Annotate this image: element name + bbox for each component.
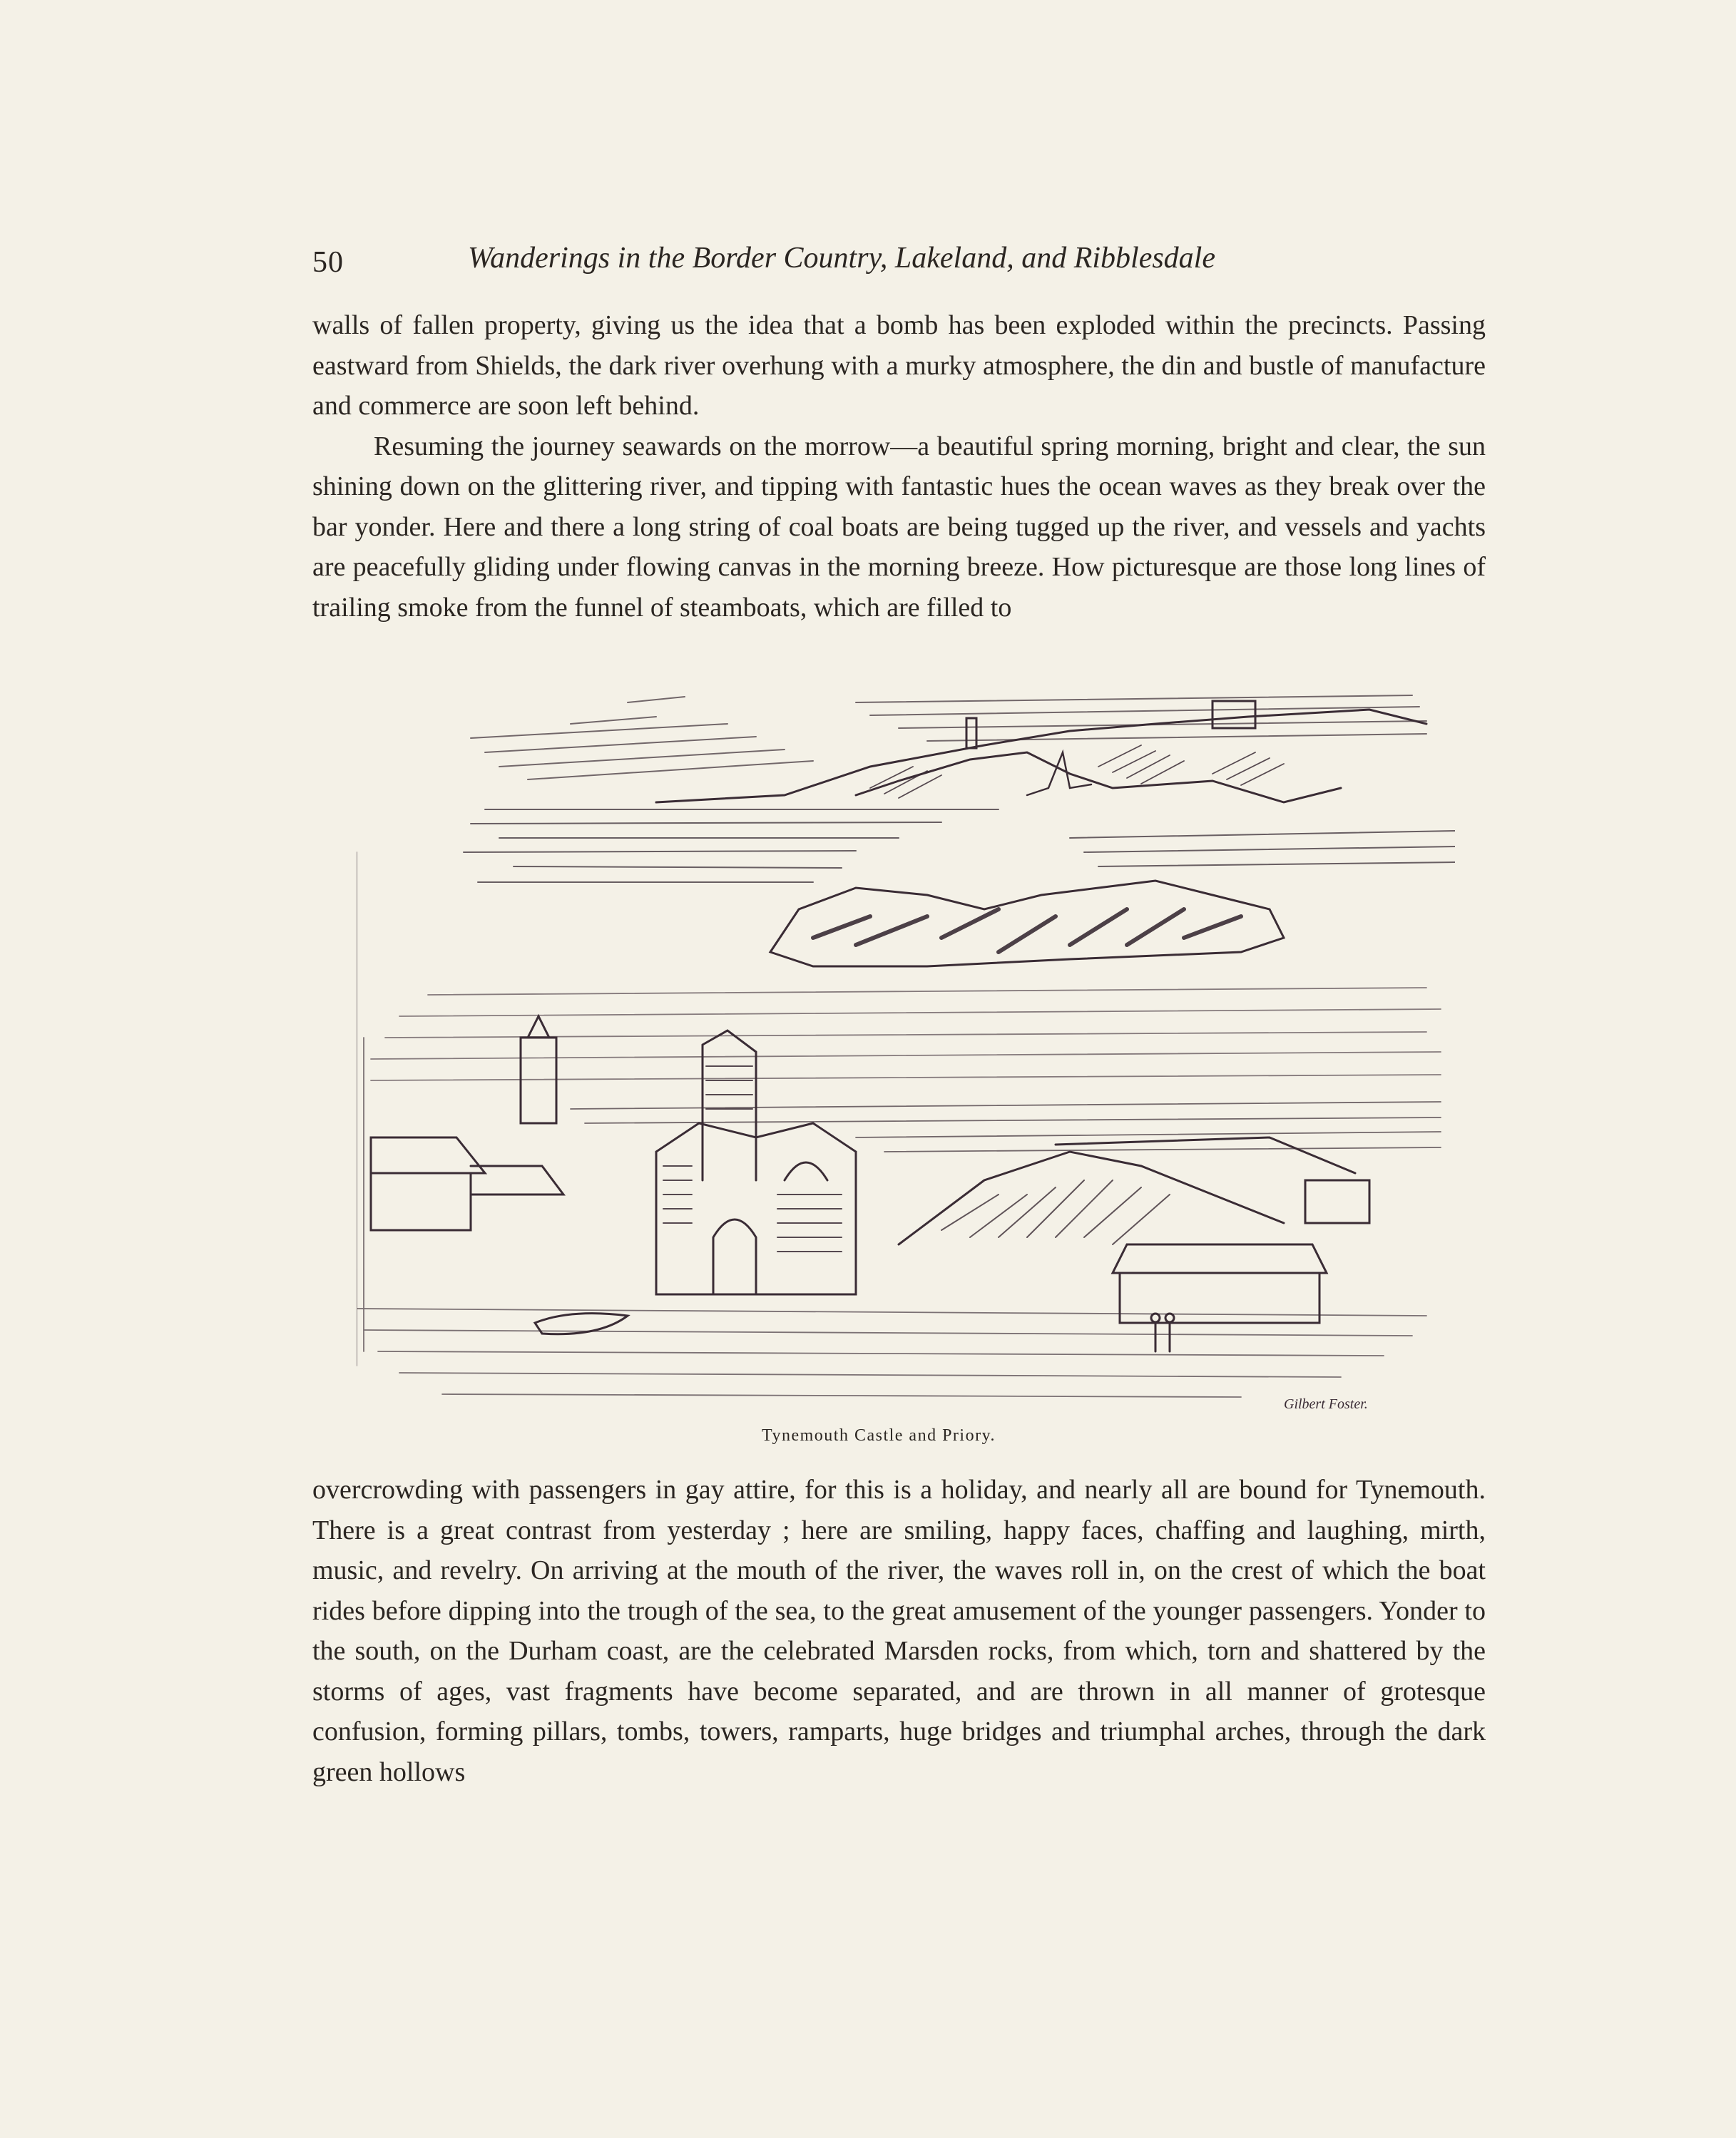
lower-lighthouse [521, 1016, 556, 1123]
running-title: Wanderings in the Border Country, Lakeland, and Ribblesdale [468, 242, 1215, 275]
lower-figures [1151, 1314, 1174, 1351]
artist-signature: Gilbert Foster. [1284, 1396, 1368, 1412]
lower-mound [899, 1137, 1355, 1244]
mid-water-hatching [371, 988, 1441, 1080]
upper-cliff [656, 710, 1426, 802]
lower-mound-shading [941, 1180, 1170, 1244]
lower-cottages-right [1113, 1180, 1369, 1323]
page-header [312, 241, 1332, 284]
paragraph: Resuming the journey seawards on the morrow—a beautiful spring morning, bright and clear, the sun shining down on the glittering river, and tipping with fantastic hues the ocean waves as they break over the bar yonder. Here and there a long string of coal boats are being tugged up the river, and vessels and yachts are peacefully gliding under flowing canvas in the morning breeze. How picturesque are those long lines of trailing smoke from the funnel of steamboats, which are filled to [312, 431, 1486, 623]
paragraph: walls of fallen property, giving us the idea that a bomb has been exploded within the precincts. Passing eastward from Shields, the dark river overhung with a murky atmosphere, the din and bustle of manufacture and commerce are soon left behind. [312, 310, 1486, 421]
upper-rock-shading [813, 909, 1241, 952]
lower-sea-lines [571, 1102, 1441, 1152]
illustration-caption: Tynemouth Castle and Priory. [761, 1426, 996, 1445]
page-number: 50 [312, 246, 344, 279]
upper-sailing-ship [1027, 752, 1091, 795]
lower-foreground-hatching [357, 852, 1426, 1397]
upper-water-lines [464, 809, 1455, 882]
upper-lighthouse [966, 718, 976, 748]
lower-ruin-shading [663, 1066, 842, 1252]
engraving-tynemouth-castle [357, 681, 1455, 1423]
paragraph: overcrowding with passengers in gay attire, for this is a holiday, and nearly all are bound for Tynemouth. There is a great contrast from yesterday ; here are smiling, happy faces, chaffing and laughing, mirth, music, and revelry. On arriving at the mouth of the river, the waves roll in, on the crest of which the boat rides before dipping into the trough of the sea, to the great amusement of the younger passengers. Yonder to the south, on the Durham coast, are the celebrated Marsden rocks, from which, torn and shattered by the storms of ages, vast fragments have become separated, and are thrown in all manner of grotesque confusion, forming pillars, tombs, towers, ramparts, huge bridges and triumphal arches, through the dark green hollows [312, 1475, 1486, 1787]
text-block-bottom [312, 1470, 1486, 1792]
lower-priory-ruins [656, 1030, 856, 1294]
lower-houses-left [371, 1137, 563, 1230]
text-block-top [312, 305, 1486, 628]
